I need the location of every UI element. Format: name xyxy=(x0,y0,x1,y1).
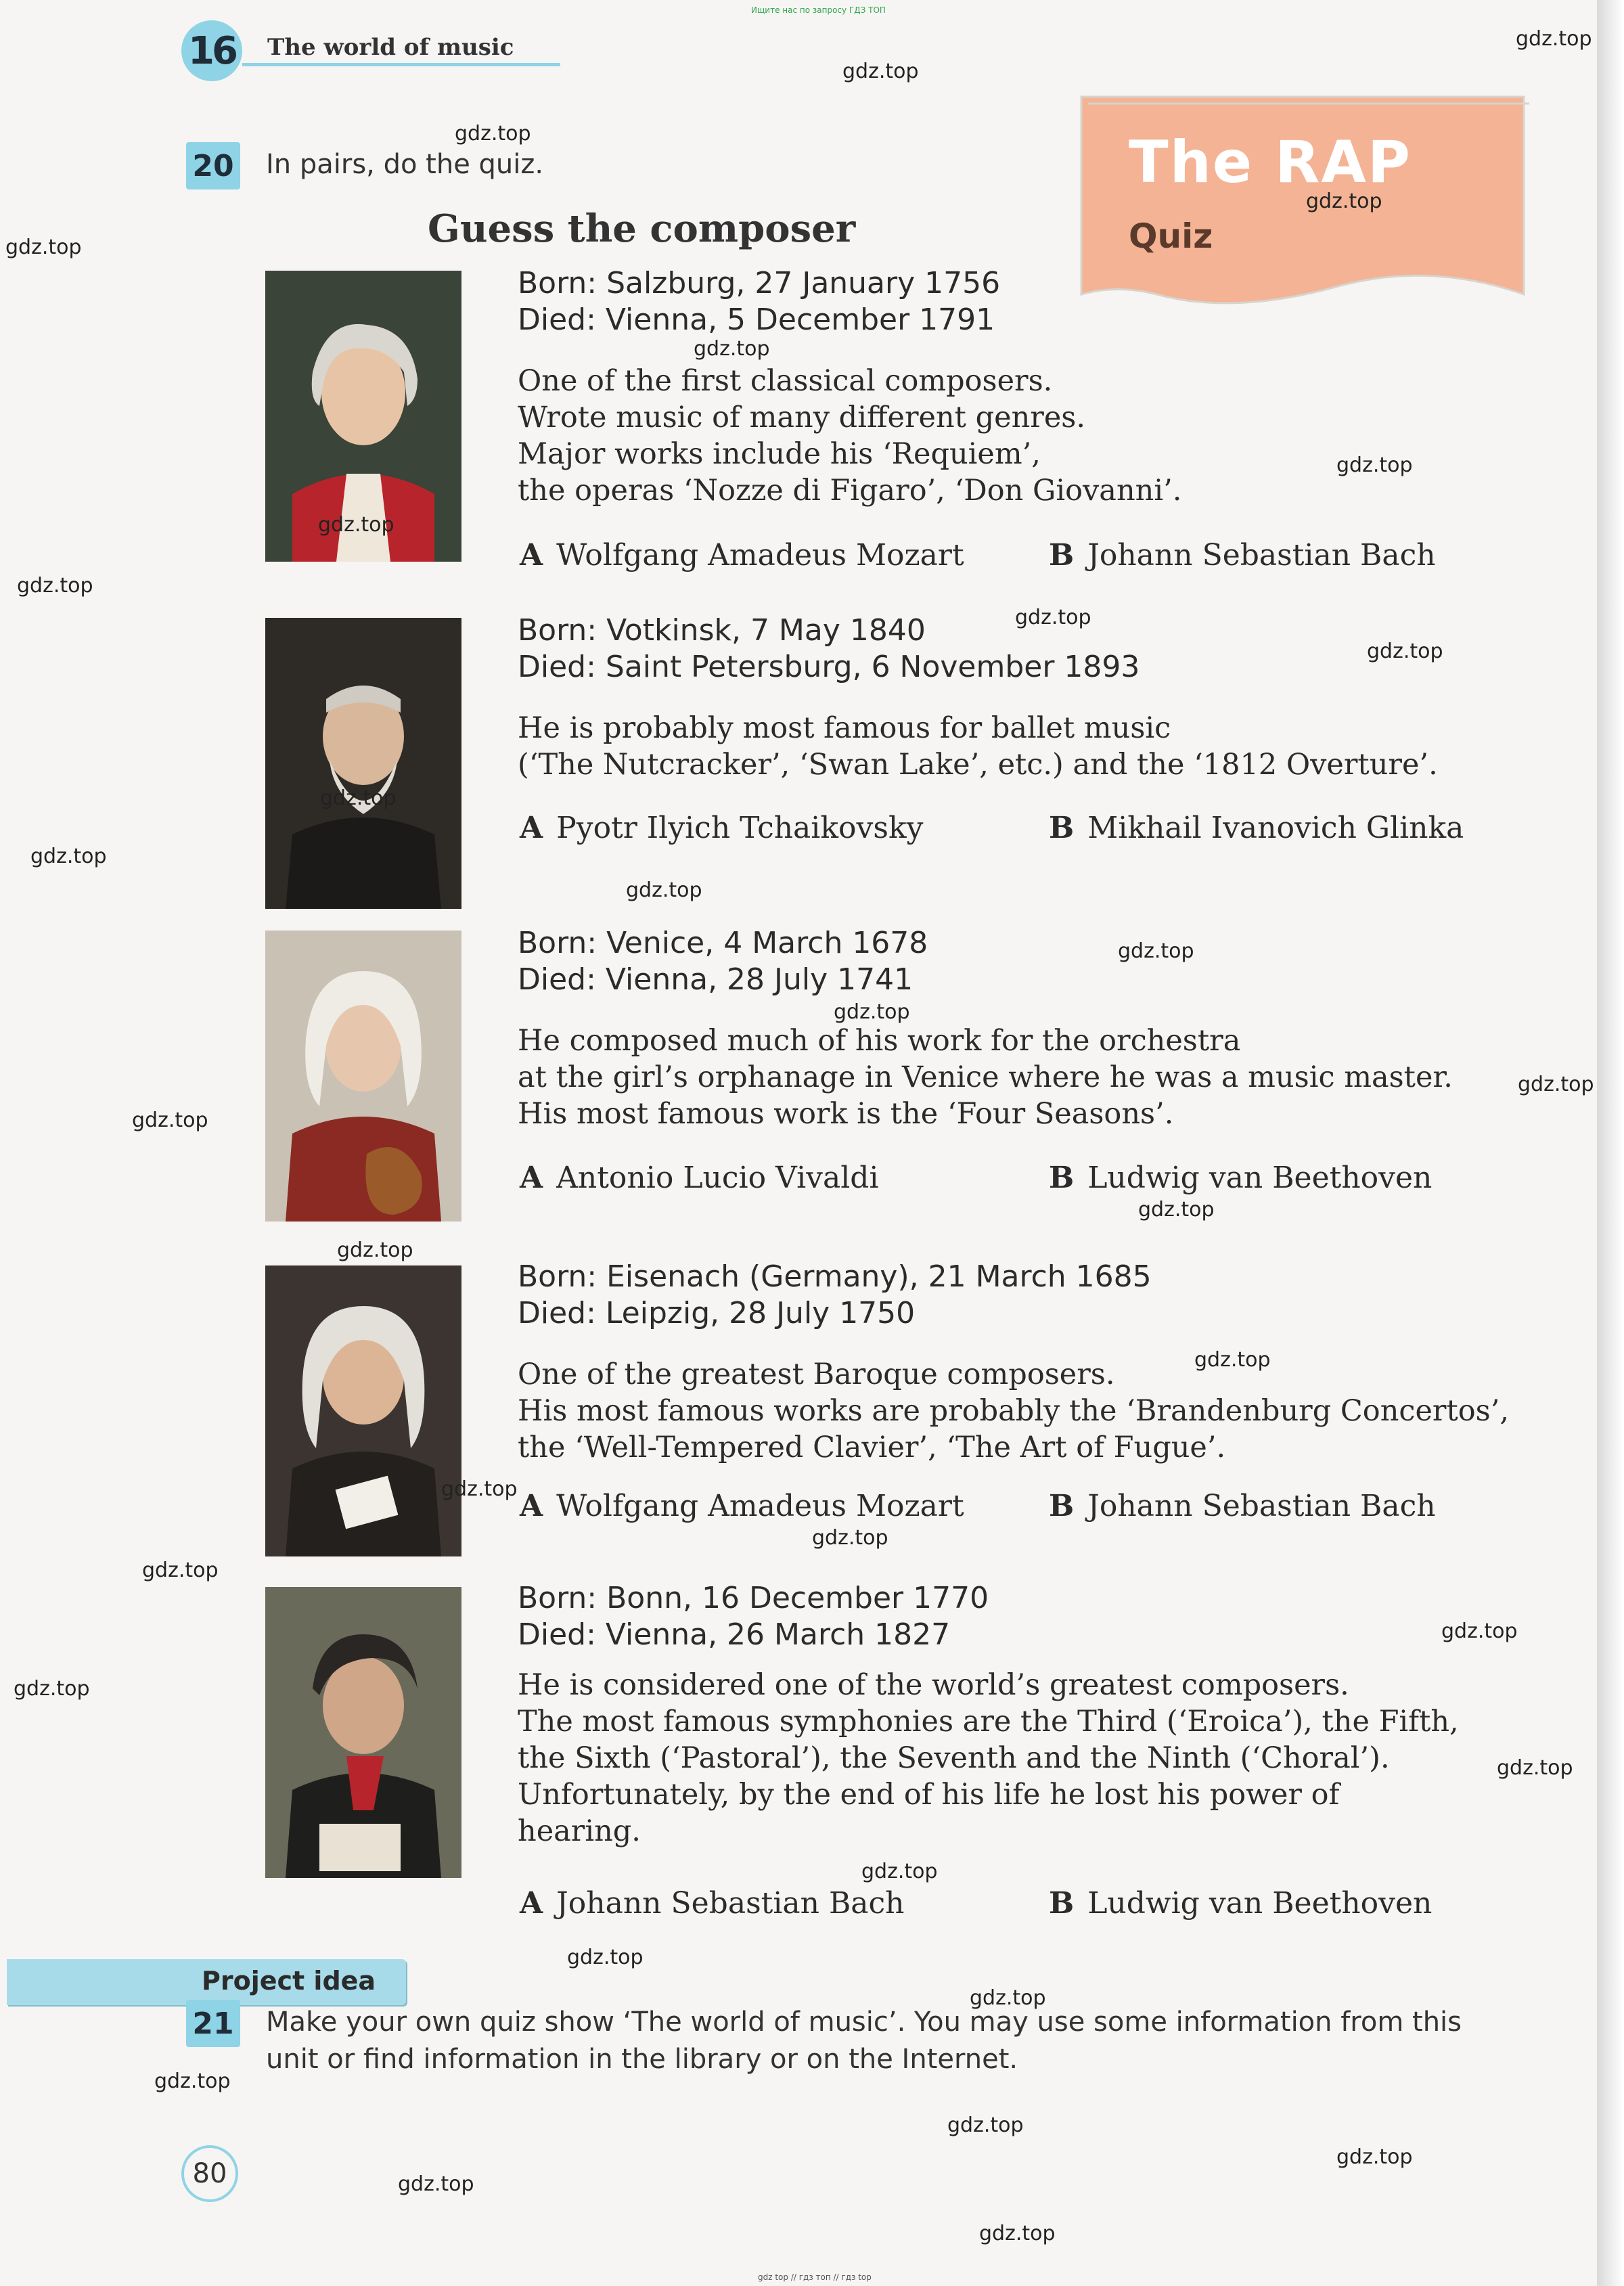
exercise-21-text-line2: unit or find information in the library or on the Internet. xyxy=(266,2044,1018,2075)
composer-3-desc-line: His most famous work is the ‘Four Seasons’. xyxy=(518,1097,1174,1131)
composer-5-desc-line: Unfortunately, by the end of his life he lost his power of xyxy=(518,1778,1340,1812)
option-text: Ludwig van Beethoven xyxy=(1087,1161,1433,1195)
watermark: gdz.top xyxy=(1194,1348,1271,1372)
composer-1-died: Died: Vienna, 5 December 1791 xyxy=(518,302,995,337)
watermark: gdz.top xyxy=(154,2069,231,2093)
composer-4-info xyxy=(518,1259,1509,1466)
option-letter: B xyxy=(1049,811,1075,845)
composer-5-died: Died: Vienna, 26 March 1827 xyxy=(518,1617,951,1652)
composer-1-option-a[interactable] xyxy=(520,538,964,573)
composer-1-desc-line: One of the first classical composers. xyxy=(518,364,1053,398)
watermark: gdz.top xyxy=(1441,1619,1518,1643)
option-letter: B xyxy=(1049,538,1075,573)
watermark: gdz.top xyxy=(337,1238,413,1262)
watermark: gdz.top xyxy=(694,337,770,361)
watermark: gdz.top xyxy=(1015,606,1091,629)
watermark: gdz.top xyxy=(1516,27,1592,51)
composer-1-born: Born: Salzburg, 27 January 1756 xyxy=(518,266,1001,300)
unit-title: The world of music xyxy=(267,34,514,61)
watermark: gdz.top xyxy=(812,1526,888,1550)
portrait-2-illustration xyxy=(265,618,461,909)
composer-5-desc-line: hearing. xyxy=(518,1814,641,1848)
option-letter: B xyxy=(1049,1886,1075,1921)
watermark: gdz.top xyxy=(14,1677,90,1701)
watermark: gdz.top xyxy=(1518,1073,1594,1096)
option-letter: B xyxy=(1049,1161,1075,1195)
watermark: gdz.top xyxy=(318,513,394,537)
composer-3-died: Died: Vienna, 28 July 1741 xyxy=(518,962,914,997)
watermark: gdz.top xyxy=(1118,939,1194,963)
unit-number-badge: 16 xyxy=(181,20,242,81)
composer-3-option-a[interactable] xyxy=(520,1161,879,1195)
watermark: gdz.top xyxy=(398,2172,474,2196)
composer-portrait-5 xyxy=(265,1587,461,1878)
composer-4-died: Died: Leipzig, 28 July 1750 xyxy=(518,1296,916,1330)
composer-3-option-b[interactable] xyxy=(1049,1161,1432,1195)
exercise-21-number: 21 xyxy=(186,2000,240,2047)
watermark: gdz.top xyxy=(132,1108,208,1132)
composer-4-born: Born: Eisenach (Germany), 21 March 1685 xyxy=(518,1259,1152,1294)
option-letter: A xyxy=(520,538,543,573)
composer-5-born: Born: Bonn, 16 December 1770 xyxy=(518,1581,989,1615)
watermark: gdz.top xyxy=(970,1986,1046,2010)
option-text: Mikhail Ivanovich Glinka xyxy=(1087,811,1464,845)
composer-1-desc-line: the operas ‘Nozze di Figaro’, ‘Don Giovanni’. xyxy=(518,474,1182,508)
composer-2-desc-line: He is probably most famous for ballet music xyxy=(518,711,1171,745)
watermark: gdz.top xyxy=(5,236,82,259)
exercise-20-instruction: In pairs, do the quiz. xyxy=(266,149,544,180)
composer-2-info xyxy=(518,612,1438,783)
composer-3-info xyxy=(518,925,1453,1132)
option-letter: A xyxy=(520,1886,543,1921)
watermark: gdz.top xyxy=(30,845,107,868)
watermark: gdz.top xyxy=(1306,189,1382,213)
option-text: Wolfgang Amadeus Mozart xyxy=(556,538,964,573)
composer-5-option-b[interactable] xyxy=(1049,1886,1432,1921)
composer-2-born: Born: Votkinsk, 7 May 1840 xyxy=(518,613,926,648)
composer-4-desc-line: One of the greatest Baroque composers. xyxy=(518,1358,1115,1391)
option-letter: A xyxy=(520,811,543,845)
option-text: Johann Sebastian Bach xyxy=(556,1886,905,1921)
composer-3-born: Born: Venice, 4 March 1678 xyxy=(518,926,928,960)
watermark: gdz.top xyxy=(567,1946,644,1969)
composer-2-desc-line: (‘The Nutcracker’, ‘Swan Lake’, etc.) and the ‘1812 Overture’. xyxy=(518,748,1438,782)
option-letter: A xyxy=(520,1489,543,1523)
composer-portrait-4 xyxy=(265,1265,461,1556)
watermark: gdz.top xyxy=(947,2113,1024,2137)
composer-1-desc-line: Wrote music of many different genres. xyxy=(518,401,1086,434)
watermark: gdz.top xyxy=(142,1559,219,1582)
composer-5-desc-line: He is considered one of the world’s greatest composers. xyxy=(518,1668,1349,1702)
footer-note: gdz top // гдз топ // гдз top xyxy=(758,2272,872,2282)
option-letter: A xyxy=(520,1161,543,1195)
composer-4-option-b[interactable] xyxy=(1049,1489,1436,1523)
composer-5-desc-line: The most famous symphonies are the Third (‘Eroica’), the Fifth, xyxy=(518,1705,1459,1739)
watermark: gdz.top xyxy=(1367,640,1443,663)
page-edge-shadow xyxy=(1597,0,1624,2286)
option-text: Antonio Lucio Vivaldi xyxy=(556,1161,879,1195)
composer-portrait-2 xyxy=(265,618,461,909)
composer-1-option-b[interactable] xyxy=(1049,538,1436,573)
rap-quiz-subtitle: Quiz xyxy=(1129,217,1213,256)
option-text: Pyotr Ilyich Tchaikovsky xyxy=(556,811,924,845)
composer-1-info xyxy=(518,265,1181,509)
composer-2-died: Died: Saint Petersburg, 6 November 1893 xyxy=(518,650,1140,684)
project-idea-label: Project idea xyxy=(202,1966,376,1996)
watermark: gdz.top xyxy=(861,1860,938,1883)
page-number: 80 xyxy=(181,2145,238,2202)
exercise-21-text-line1: Make your own quiz show ‘The world of music’. You may use some information from this xyxy=(266,2007,1462,2038)
watermark: gdz.top xyxy=(626,878,702,902)
option-letter: B xyxy=(1049,1489,1075,1523)
portrait-3-illustration xyxy=(265,931,461,1222)
portrait-4-illustration xyxy=(265,1265,461,1556)
watermark: gdz.top xyxy=(842,60,919,83)
watermark: gdz.top xyxy=(1336,2145,1413,2169)
portrait-5-illustration xyxy=(265,1587,461,1878)
composer-2-option-a[interactable] xyxy=(520,811,923,845)
composer-4-desc-line: His most famous works are probably the ‘Brandenburg Concertos’, xyxy=(518,1394,1510,1428)
composer-5-desc-line: the Sixth (‘Pastoral’), the Seventh and the Ninth (‘Choral’). xyxy=(518,1741,1390,1775)
watermark: gdz.top xyxy=(455,122,531,145)
option-text: Wolfgang Amadeus Mozart xyxy=(556,1489,964,1523)
watermark: gdz.top xyxy=(1138,1198,1215,1222)
composer-4-option-a[interactable] xyxy=(520,1489,964,1523)
option-text: Johann Sebastian Bach xyxy=(1087,538,1436,573)
composer-portrait-3 xyxy=(265,931,461,1222)
composer-1-desc-line: Major works include his ‘Requiem’, xyxy=(518,437,1041,471)
watermark: gdz.top xyxy=(979,2222,1056,2245)
watermark: gdz.top xyxy=(834,1000,910,1024)
composer-3-desc-line: at the girl’s orphanage in Venice where he was a music master. xyxy=(518,1060,1453,1094)
unit-title-underline xyxy=(242,63,560,66)
watermark: gdz.top xyxy=(320,786,397,810)
composer-2-option-b[interactable] xyxy=(1049,811,1464,845)
option-text: Johann Sebastian Bach xyxy=(1087,1489,1436,1523)
exercise-20-number: 20 xyxy=(186,142,240,189)
quiz-title: Guess the composer xyxy=(428,206,856,251)
composer-5-option-a[interactable] xyxy=(520,1886,905,1921)
watermark: gdz.top xyxy=(1336,453,1413,477)
option-text: Ludwig van Beethoven xyxy=(1087,1886,1433,1921)
composer-4-desc-line: the ‘Well-Tempered Clavier’, ‘The Art of Fugue’. xyxy=(518,1431,1226,1464)
rap-quiz-title: The RAP xyxy=(1129,129,1412,196)
composer-3-desc-line: He composed much of his work for the orchestra xyxy=(518,1024,1241,1058)
watermark: gdz.top xyxy=(1497,1756,1573,1780)
watermark: gdz.top xyxy=(441,1477,518,1501)
composer-5-info xyxy=(518,1580,1459,1850)
watermark: gdz.top xyxy=(17,574,93,598)
top-note: Ищите нас по запросу ГДЗ ТОП xyxy=(751,5,886,15)
